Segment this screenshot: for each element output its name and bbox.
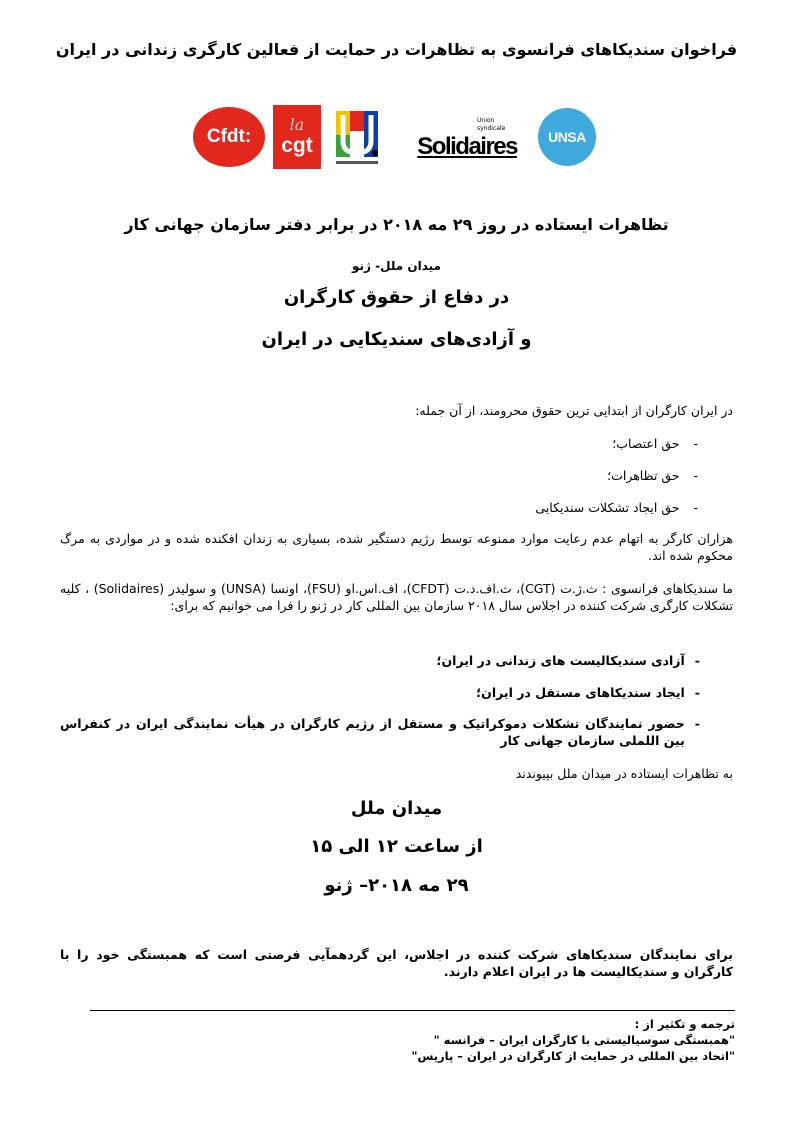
logos-row xyxy=(0,103,793,173)
demand-item-text: آزادی سندیکالیست های زندانی در ایران؛ xyxy=(436,653,685,668)
demand-item xyxy=(60,685,700,700)
paragraph-unions-call: ما سندیکاهای فرانسوی : ث.ژ.ت (CGT)، ث.اف.د.ت (CFDT)، اف.اس.او (FSU)، اونسا (UNSA) و سولیدر (Solidaires) ، کلیه تشکلات کارگری شرکت کننده در اجلاس سال ۲۰۱۸ سازمان بین المللی کار در ژنو را فرا می خوانیم که برای: xyxy=(60,581,733,613)
intro-text: در ایران کارگران از ابتدایی ترین حقوق محرومند، از آن جمله: xyxy=(415,403,733,418)
heading-demonstration: تظاهرات ایستاده در روز ۲۹ مه ۲۰۱۸ در برابر دفتر سازمان جهانی کار xyxy=(124,215,669,234)
footer-org-1: "همبستگی سوسیالیستی با کارگران ایران – فرانسه " xyxy=(433,1033,735,1047)
demand-item-text: حضور نمایندگان تشکلات دموکراتیک و مستقل از رژیم کارگران در هیأت نمایندگی ایران در کنفراس بین اللملی سازمان جهانی کار xyxy=(60,716,685,748)
rights-item xyxy=(60,436,698,451)
cgt-logo-script: la xyxy=(289,115,305,134)
headline-line-1: در دفاع از حقوق کارگران xyxy=(283,287,510,308)
solidaires-logo-text: Solidaires xyxy=(417,133,517,160)
join-text: به تظاهرات ایستاده در میدان ملل بپیوندند xyxy=(515,766,733,781)
cfdt-logo xyxy=(193,107,265,167)
cgt-logo xyxy=(273,105,321,169)
demand-item xyxy=(60,715,700,749)
cfdt-logo-text: Cfdt: xyxy=(206,126,252,147)
bullet-dash: - xyxy=(693,468,698,483)
rights-item-text: حق ایجاد تشکلات سندیکایی xyxy=(535,500,680,515)
footer xyxy=(90,1016,735,1064)
closing-text: برای نمایندگان سندیکاهای شرکت کننده در اجلاس، این گردهمآیی فرصتی است که همبستگی خود را با کارگران و سندیکالیست ها در ایران اعلام دارند. xyxy=(60,947,733,979)
rights-item-text: حق تظاهرات؛ xyxy=(607,468,680,483)
event-place: میدان ملل xyxy=(350,798,443,819)
footer-label: ترجمه و تکثیر از : xyxy=(634,1017,735,1031)
rights-item xyxy=(60,468,698,483)
unsa-logo-text: UNSA xyxy=(548,129,586,145)
paragraph-arrests: هزاران کارگر به اتهام عدم رعایت موارد ممنوعه توسط رژیم دستگیر شده، بسیاری به زندان افکنده شده و در مواردی به مرگ محکوم شده اند. xyxy=(60,531,733,563)
bullet-dash: - xyxy=(693,500,698,515)
cgt-logo-text: cgt xyxy=(281,134,313,157)
solidaires-logo-subtext: Union syndicale xyxy=(477,117,506,132)
demand-item xyxy=(60,653,700,668)
fsu-logo xyxy=(334,107,380,169)
bullet-dash: - xyxy=(694,653,700,668)
footer-org-2: "اتحاد بین المللی در حمایت از کارگران در ایران – پاریس" xyxy=(411,1049,735,1063)
heading-location: میدان ملل- ژنو xyxy=(352,259,441,273)
headline-line-2: و آزادی‌های سندیکایی در ایران xyxy=(261,329,532,350)
rights-item-text: حق اعتصاب؛ xyxy=(612,436,680,451)
footer-divider xyxy=(90,1010,735,1011)
bullet-dash: - xyxy=(693,436,698,451)
bullet-dash: - xyxy=(694,716,700,731)
rights-item xyxy=(60,500,698,515)
demand-item-text: ایجاد سندیکاهای مستقل در ایران؛ xyxy=(476,685,685,700)
document-title: فراخوان سندیکاهای فرانسوی به تظاهرات در حمایت از فعالین کارگری زندانی در ایران xyxy=(55,40,738,59)
solidaires-logo xyxy=(405,115,517,163)
bullet-dash: - xyxy=(694,685,700,700)
event-time: از ساعت ۱۲ الی ۱۵ xyxy=(310,836,483,857)
unsa-logo xyxy=(538,108,596,166)
fsu-logo-icon xyxy=(334,107,380,169)
event-date: ۲۹ مه ۲۰۱۸– ژنو xyxy=(324,875,469,896)
